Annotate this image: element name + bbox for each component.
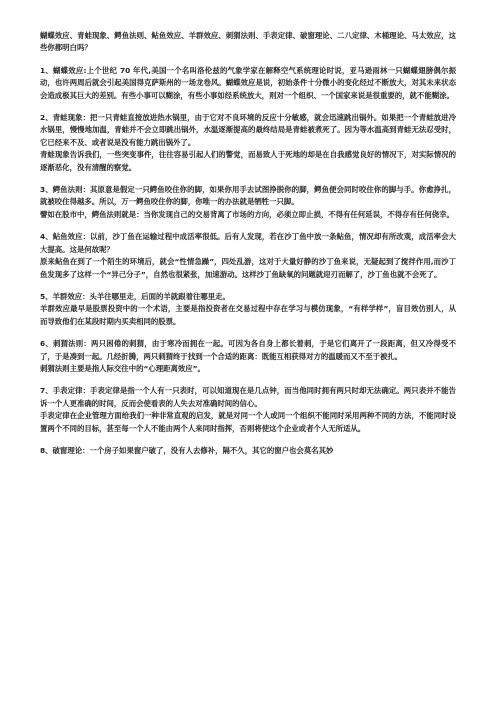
section-paragraph: 3、鳄鱼法则：其原意是假定一只鳄鱼咬住你的脚，如果你用手去试图挣脱你的脚，鳄鱼便会同时咬住你的脚与手。你愈挣扎，就被咬住得越多。所以，万一鳄鱼咬住你的脚，你唯一的办法就是牺牲一只脚。 <box>40 185 456 207</box>
section-8 <box>40 445 456 457</box>
section-5 <box>40 291 456 328</box>
section-paragraph: 7、手表定律：手表定律是指一个人有一只表时，可以知道现在是几点钟，而当他同时拥有两只时却无法确定。两只表并不能告诉一个人更准确的时间，反而会使看表的人失去对准确时间的信心。 <box>40 386 456 408</box>
section-paragraph: 6、刺猬法则：两只困倦的刺猬，由于寒冷而拥在一起。可因为各自身上都长着刺，于是它们离开了一段距离，但又冷得受不了，于是凑到一起。几经折腾，两只刺猬终于找到一个合适的距离：既能互相获得对方的温暖而又不至于被扎。 <box>40 339 456 361</box>
section-6 <box>40 338 456 375</box>
section-paragraph: 刺猬法则主要是指人际交往中的“心理距离效应”。 <box>40 363 205 373</box>
section-paragraph: 原来鲇鱼在到了一个陌生的环境后，就会“性情急躁”，四处乱游，这对于大量好静的沙丁鱼来说，无疑起到了搅拌作用,而沙丁鱼发现多了这样一个“异己分子”，自然也很紧张，加速游动。这样沙丁鱼缺氧的问题就迎刃而解了，沙丁鱼也就不会死了。 <box>40 257 456 279</box>
section-paragraph: 5、羊群效应：头羊往哪里走，后面的羊就跟着往哪里走。 <box>40 291 230 301</box>
section-paragraph: 手表定律在企业管理方面给我们一种非常直观的启发，就是对同一个人或同一个组织不能同时采用两种不同的方法，不能同时设置两个不同的目标，甚至每一个人不能由两个人来同时指挥，否则将使这个企业或者个人无所适从。 <box>40 411 456 433</box>
sections-container <box>40 65 456 458</box>
section-paragraph: 4、鲇鱼效应：以前，沙丁鱼在运输过程中成活率很低。后有人发现，若在沙丁鱼中放一条鲇鱼，情况却有所改观，成活率会大大提高。这是何故呢？ <box>40 232 456 254</box>
section-paragraph: 8、破窗理论：一个房子如果窗户破了，没有人去修补，隔不久，其它的窗户也会莫名其妙 <box>40 445 334 455</box>
section-paragraph: 譬如在股市中，鳄鱼法则就是：当你发现自己的交易背离了市场的方向，必须立即止损，不得有任何延误，不得存有任何侥幸。 <box>40 209 454 219</box>
section-1 <box>40 65 456 102</box>
document-intro: 蝴蝶效应、青蛙现象、鳄鱼法则、鲇鱼效应、羊群效应、刺猬法则、手表定律、破窗理论、二八定律、木桶理论、马太效应，这些你都明白吗？ <box>40 31 456 53</box>
section-paragraph: 1、蝴蝶效应:上个世纪 70 年代,美国一个名叫洛伦兹的气象学家在解释空气系统理论时说，亚马逊雨林一只蝴蝶翅膀偶尔振动，也许两周后就会引起美国得克萨斯州的一场龙卷风。蝴蝶效应是说，初始条件十分微小的变化经过不断放大，对其未来状态会造成极其巨大的差别。有些小事可以糊涂，有些小事如经系统放大，则对一个组织、一个国家来说是很重要的，就不能糊涂。 <box>40 65 456 100</box>
section-7 <box>40 385 456 435</box>
section-paragraph: 青蛙现象告诉我们，一些突变事件，往往容易引起人们的警觉，而易致人于死地的却是在自我感觉良好的情况下，对实际情况的逐渐恶化，没有清醒的察觉。 <box>40 150 456 172</box>
section-paragraph: 羊群效应最早是股票投资中的一个术语，主要是指投资者在交易过程中存在学习与模仿现象，“有样学样”，盲目效仿别人，从而导致他们在某段时期内买卖相同的股票。 <box>40 304 456 326</box>
section-2 <box>40 112 456 174</box>
section-4 <box>40 231 456 281</box>
section-paragraph: 2、青蛙现象：把一只青蛙直接放进热水锅里，由于它对不良环境的反应十分敏感，就会迅速跳出锅外。如果把一个青蛙放进冷水锅里，慢慢地加温，青蛙并不会立即跳出锅外，水温逐渐提高的最终结局是青蛙被煮死了。因为等水温高到青蛙无法忍受时，它已经来不及、或者说是没有能力跳出锅外了。 <box>40 113 456 147</box>
section-3 <box>40 184 456 221</box>
